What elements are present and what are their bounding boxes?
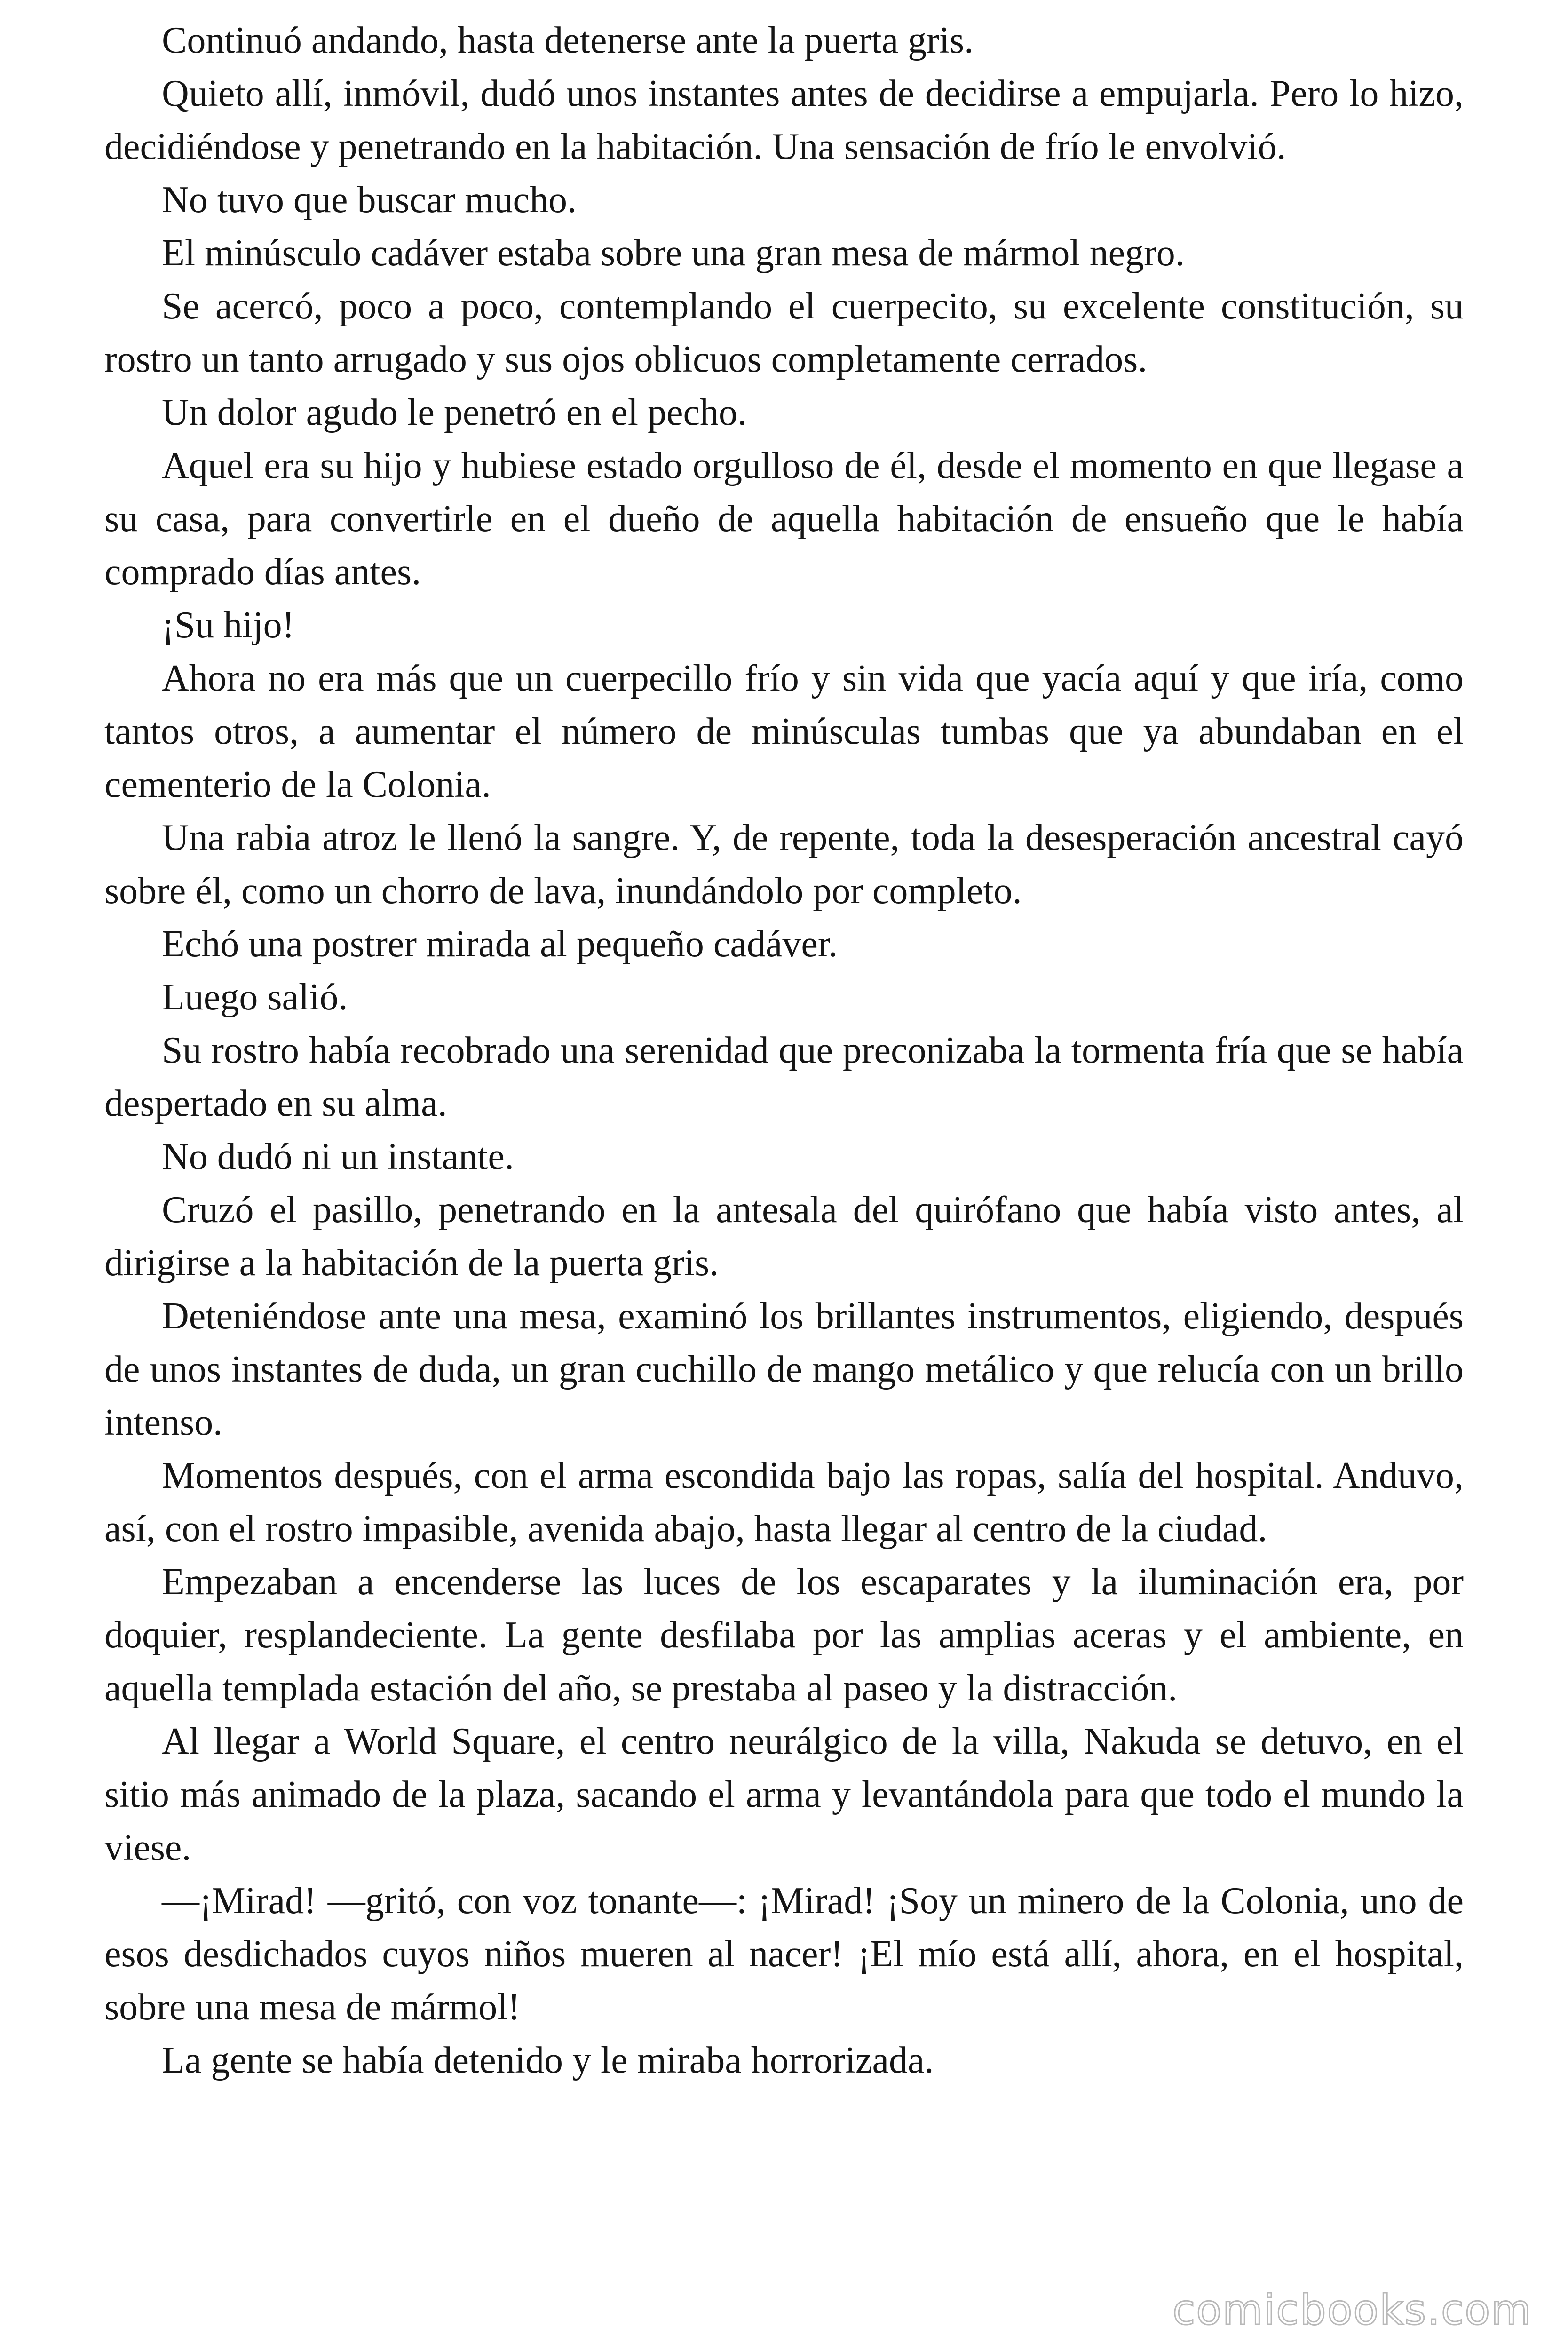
paragraph: No dudó ni un instante. — [162, 1136, 514, 1177]
document-body — [104, 14, 1464, 2087]
paragraph: Cruzó el pasillo, penetrando en la antesala del quirófano que había visto antes, al dirigirse a la habitación de la puerta gris. — [104, 1189, 1464, 1284]
paragraph: —¡Mirad! —gritó, con voz tonante—: ¡Mirad! ¡Soy un minero de la Colonia, uno de esos desdichados cuyos niños mueren al nacer! ¡El mío está allí, ahora, en el hospital, sobre una mesa de mármol! — [104, 1880, 1464, 2028]
paragraph: El minúsculo cadáver estaba sobre una gran mesa de mármol negro. — [162, 232, 1185, 274]
paragraph: La gente se había detenido y le miraba horrorizada. — [162, 2040, 934, 2081]
paragraph: Continuó andando, hasta detenerse ante la puerta gris. — [162, 20, 974, 61]
paragraph: Momentos después, con el arma escondida bajo las ropas, salía del hospital. Anduvo, así, con el rostro impasible, avenida abajo, hasta llegar al centro de la ciudad. — [104, 1455, 1464, 1549]
paragraph: Su rostro había recobrado una serenidad que preconizaba la tormenta fría que se había despertado en su alma. — [104, 1030, 1464, 1124]
paragraph: Al llegar a World Square, el centro neurálgico de la villa, Nakuda se detuvo, en el sitio más animado de la plaza, sacando el arma y levantándola para que todo el mundo la viese. — [104, 1721, 1464, 1868]
paragraph: Un dolor agudo le penetró en el pecho. — [162, 392, 747, 433]
paragraph: ¡Su hijo! — [162, 604, 295, 646]
paragraph: Deteniéndose ante una mesa, examinó los brillantes instrumentos, eligiendo, después de unos instantes de duda, un gran cuchillo de mango metálico y que relucía con un brillo intenso. — [104, 1295, 1464, 1443]
paragraph: Echó una postrer mirada al pequeño cadáver. — [162, 923, 838, 965]
paragraph: Luego salió. — [162, 977, 348, 1018]
paragraph: Empezaban a encenderse las luces de los escaparates y la iluminación era, por doquier, resplandeciente. La gente desfilaba por las amplias aceras y el ambiente, en aquella templada estación del año, se prestaba al paseo y la distracción. — [104, 1561, 1464, 1709]
watermark: comicbooks.com — [1172, 2286, 1532, 2334]
paragraph: Se acercó, poco a poco, contemplando el cuerpecito, su excelente constitución, su rostro un tanto arrugado y sus ojos oblicuos completamente cerrados. — [104, 286, 1464, 380]
paragraph: Aquel era su hijo y hubiese estado orgulloso de él, desde el momento en que llegase a su casa, para convertirle en el dueño de aquella habitación de ensueño que le había comprado días antes. — [104, 445, 1464, 593]
paragraph: Una rabia atroz le llenó la sangre. Y, de repente, toda la desesperación ancestral cayó sobre él, como un chorro de lava, inundándolo por completo. — [104, 817, 1464, 912]
paragraph: Quieto allí, inmóvil, dudó unos instantes antes de decidirse a empujarla. Pero lo hizo, decidiéndose y penetrando en la habitación. Una sensación de frío le envolvió. — [104, 73, 1464, 167]
paragraph: No tuvo que buscar mucho. — [162, 179, 577, 221]
paragraph: Ahora no era más que un cuerpecillo frío y sin vida que yacía aquí y que iría, como tantos otros, a aumentar el número de minúsculas tumbas que ya abundaban en el cementerio de la Colonia. — [104, 658, 1464, 805]
